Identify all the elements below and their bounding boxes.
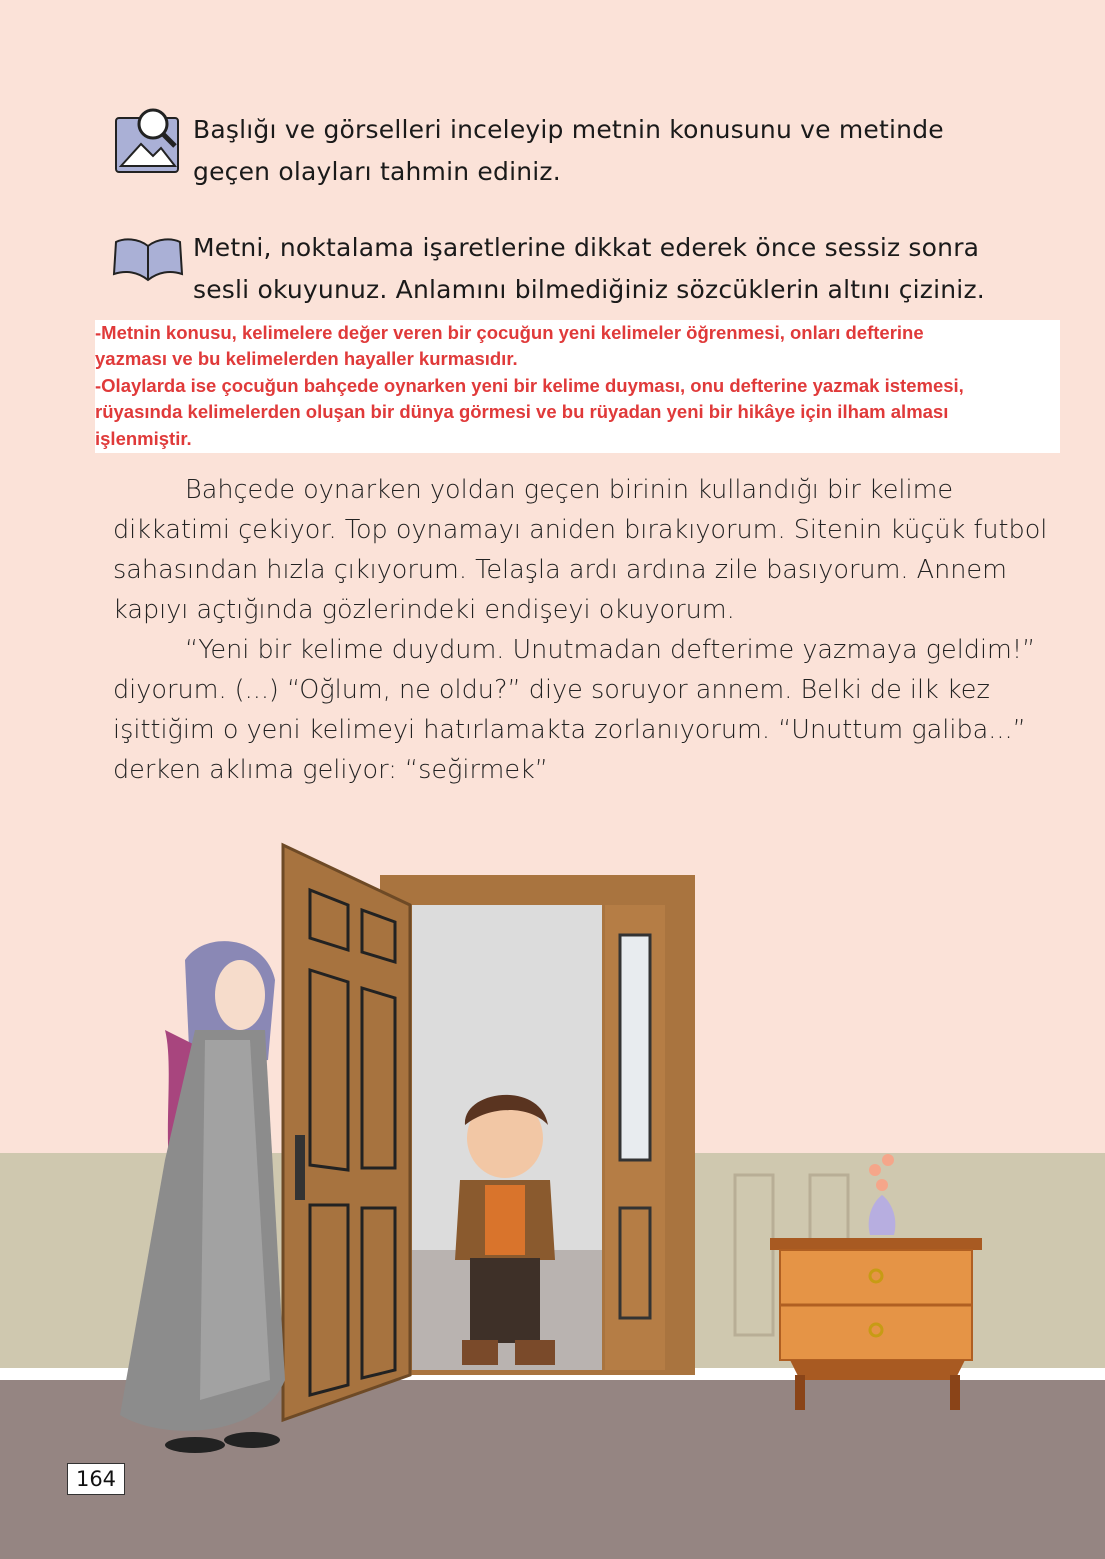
- instruction-line: sesli okuyunuz. Anlamını bilmediğiniz sözcüklerin altını çiziniz.: [193, 275, 985, 304]
- answer-box: [95, 320, 1060, 453]
- instruction-line: Başlığı ve görselleri inceleyip metnin konusunu ve metinde: [193, 115, 944, 144]
- boy-figure: [455, 1095, 555, 1365]
- story-text: [113, 470, 1047, 790]
- answer-line: -Olaylarda ise çocuğun bahçede oynarken yeni bir kelime duyması, onu defterine yazmak istemesi,: [95, 374, 964, 396]
- answer-line: işlenmiştir.: [95, 427, 192, 449]
- story-line: Bahçede oynarken yoldan geçen birinin kullandığı bir kelime: [185, 475, 954, 505]
- instruction-line: geçen olayları tahmin ediniz.: [193, 157, 561, 186]
- answer-line: rüyasında kelimelerden oluşan bir dünya görmesi ve bu rüyadan yeni bir hikâye için ilham alması: [95, 401, 949, 423]
- story-line: kapıyı açtığında gözlerindeki endişeyi okuyorum.: [113, 595, 735, 625]
- story-line: sahasından hızla çıkıyorum. Telaşla ardı ardına zile basıyorum. Annem: [113, 555, 1007, 585]
- page-number: 164: [67, 1463, 125, 1495]
- magnifier-image-icon: [113, 106, 183, 176]
- door-scene-illustration: [0, 840, 1105, 1559]
- open-book-icon: [112, 234, 184, 284]
- story-line: “Yeni bir kelime duydum. Unutmadan defterime yazmaya geldim!”: [185, 635, 1036, 665]
- open-door: [283, 845, 410, 1420]
- instruction-1: [193, 109, 944, 193]
- story-line: diyorum. (...) “Oğlum, ne oldu?” diye soruyor annem. Belki de ilk kez: [113, 675, 990, 705]
- instruction-2: [193, 227, 985, 311]
- story-line: işittiğim o yeni kelimeyi hatırlamakta zorlanıyorum. “Unuttum galiba...”: [113, 715, 1026, 745]
- answer-line: yazması ve bu kelimelerden hayaller kurmasıdır.: [95, 348, 518, 370]
- story-line: dikkatimi çekiyor. Top oynamayı aniden bırakıyorum. Sitenin küçük futbol: [113, 515, 1048, 545]
- answer-line: -Metnin konusu, kelimelere değer veren bir çocuğun yeni kelimeler öğrenmesi, onları defterine: [95, 322, 924, 343]
- story-line: derken aklıma geliyor: “seğirmek”: [113, 755, 549, 785]
- instruction-line: Metni, noktalama işaretlerine dikkat ederek önce sessiz sonra: [193, 233, 980, 262]
